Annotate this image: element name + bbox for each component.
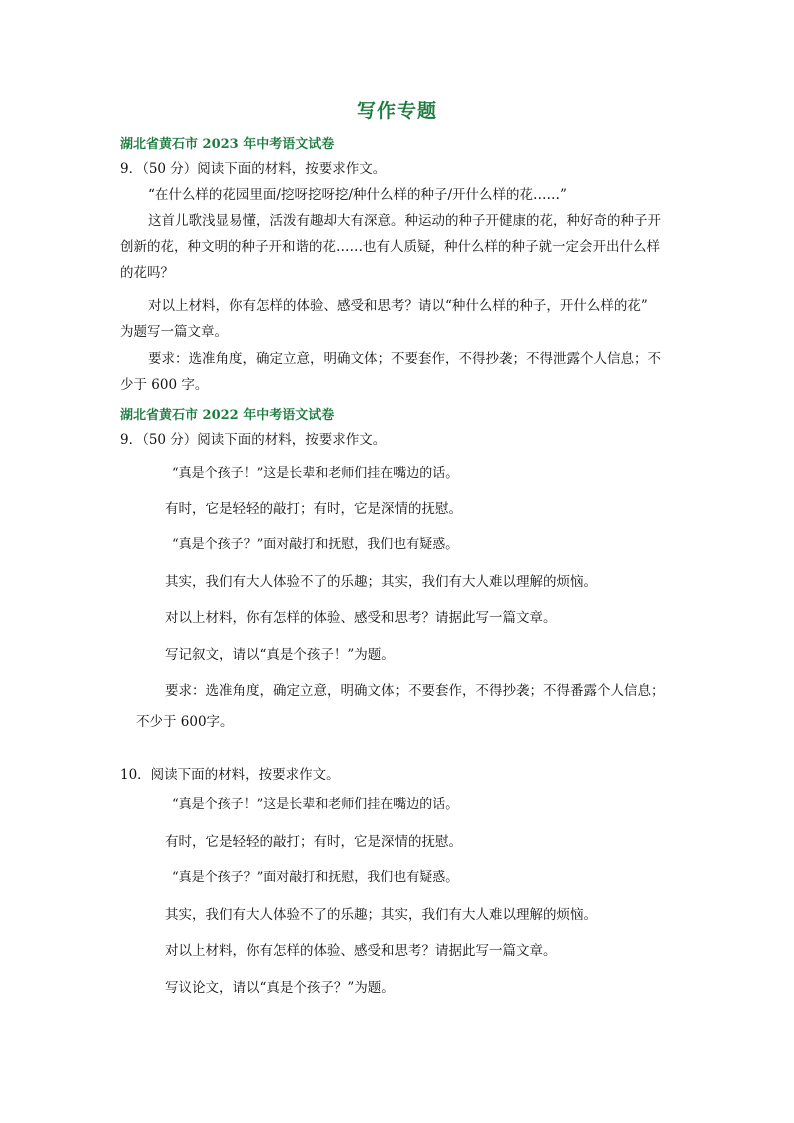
requirements-line-2: 少于 600 字。 <box>120 377 209 393</box>
section-heading-2023: 湖北省黄石市 2023 年中考语文试卷 <box>120 137 335 152</box>
material-line-4: 其实，我们有大人体验不了的乐趣；其实，我们有大人难以理解的烦恼。 <box>165 574 597 590</box>
requirements-line-1: 要求：选准角度，确定立意，明确文体；不要套作，不得抄袭；不得泄露个人信息；不 <box>148 351 661 367</box>
page-title: 写作专题 <box>356 100 437 122</box>
requirements-line-2: 不少于 600字。 <box>136 714 234 730</box>
material-paragraph-line-3: 的花吗？ <box>120 265 174 281</box>
prompt-line: 对以上材料，你有怎样的体验、感受和思考？请据此写一篇文章。 <box>165 610 557 626</box>
question-9-2023: 9．（50 分）阅读下面的材料，按要求作文。 <box>120 161 387 177</box>
prompt-paragraph-line-1: 对以上材料，你有怎样的体验、感受和思考？请以“种什么样的种子，开什么样的花” <box>148 298 648 314</box>
material-line-4: 其实，我们有大人体验不了的乐趣；其实，我们有大人难以理解的烦恼。 <box>165 907 597 923</box>
material-line-2: 有时，它是轻轻的敲打；有时，它是深情的抚慰。 <box>165 501 462 517</box>
question-9-2022: 9．（50 分）阅读下面的材料，按要求作文。 <box>120 432 387 448</box>
song-quote: “在什么样的花园里面/挖呀挖呀挖/种什么样的种子/开什么样的花……” <box>148 187 567 203</box>
prompt-paragraph-line-2: 为题写一篇文章。 <box>120 324 228 340</box>
prompt-line: 对以上材料，你有怎样的体验、感受和思考？请据此写一篇文章。 <box>165 943 557 959</box>
genre-line: 写议论文，请以“真是个孩子？”为题。 <box>165 980 395 996</box>
material-paragraph-line-2: 创新的花，种文明的种子开和谐的花……也有人质疑，种什么样的种子就一定会开出什么样 <box>120 239 660 255</box>
material-line-3: “真是个孩子？”面对敲打和抚慰，我们也有疑惑。 <box>172 870 459 885</box>
material-line-1: “真是个孩子！”这是长辈和老师们挂在嘴边的话。 <box>172 466 459 481</box>
material-line-1: “真是个孩子！”这是长辈和老师们挂在嘴边的话。 <box>172 797 459 812</box>
question-10: 10．阅读下面的材料，按要求作文。 <box>120 767 340 783</box>
material-line-3: “真是个孩子？”面对敲打和抚慰，我们也有疑惑。 <box>172 537 459 552</box>
genre-line: 写记叙文，请以“真是个孩子！”为题。 <box>165 647 395 663</box>
material-paragraph-line-1: 这首儿歌浅显易懂，活泼有趣却大有深意。种运动的种子开健康的花，种好奇的种子开 <box>148 213 661 229</box>
material-line-2: 有时，它是轻轻的敲打；有时，它是深情的抚慰。 <box>165 834 462 850</box>
requirements-line-1: 要求：选准角度，确定立意，明确文体；不要套作，不得抄袭；不得番露个人信息； <box>165 683 665 699</box>
section-heading-2022: 湖北省黄石市 2022 年中考语文试卷 <box>120 408 335 423</box>
